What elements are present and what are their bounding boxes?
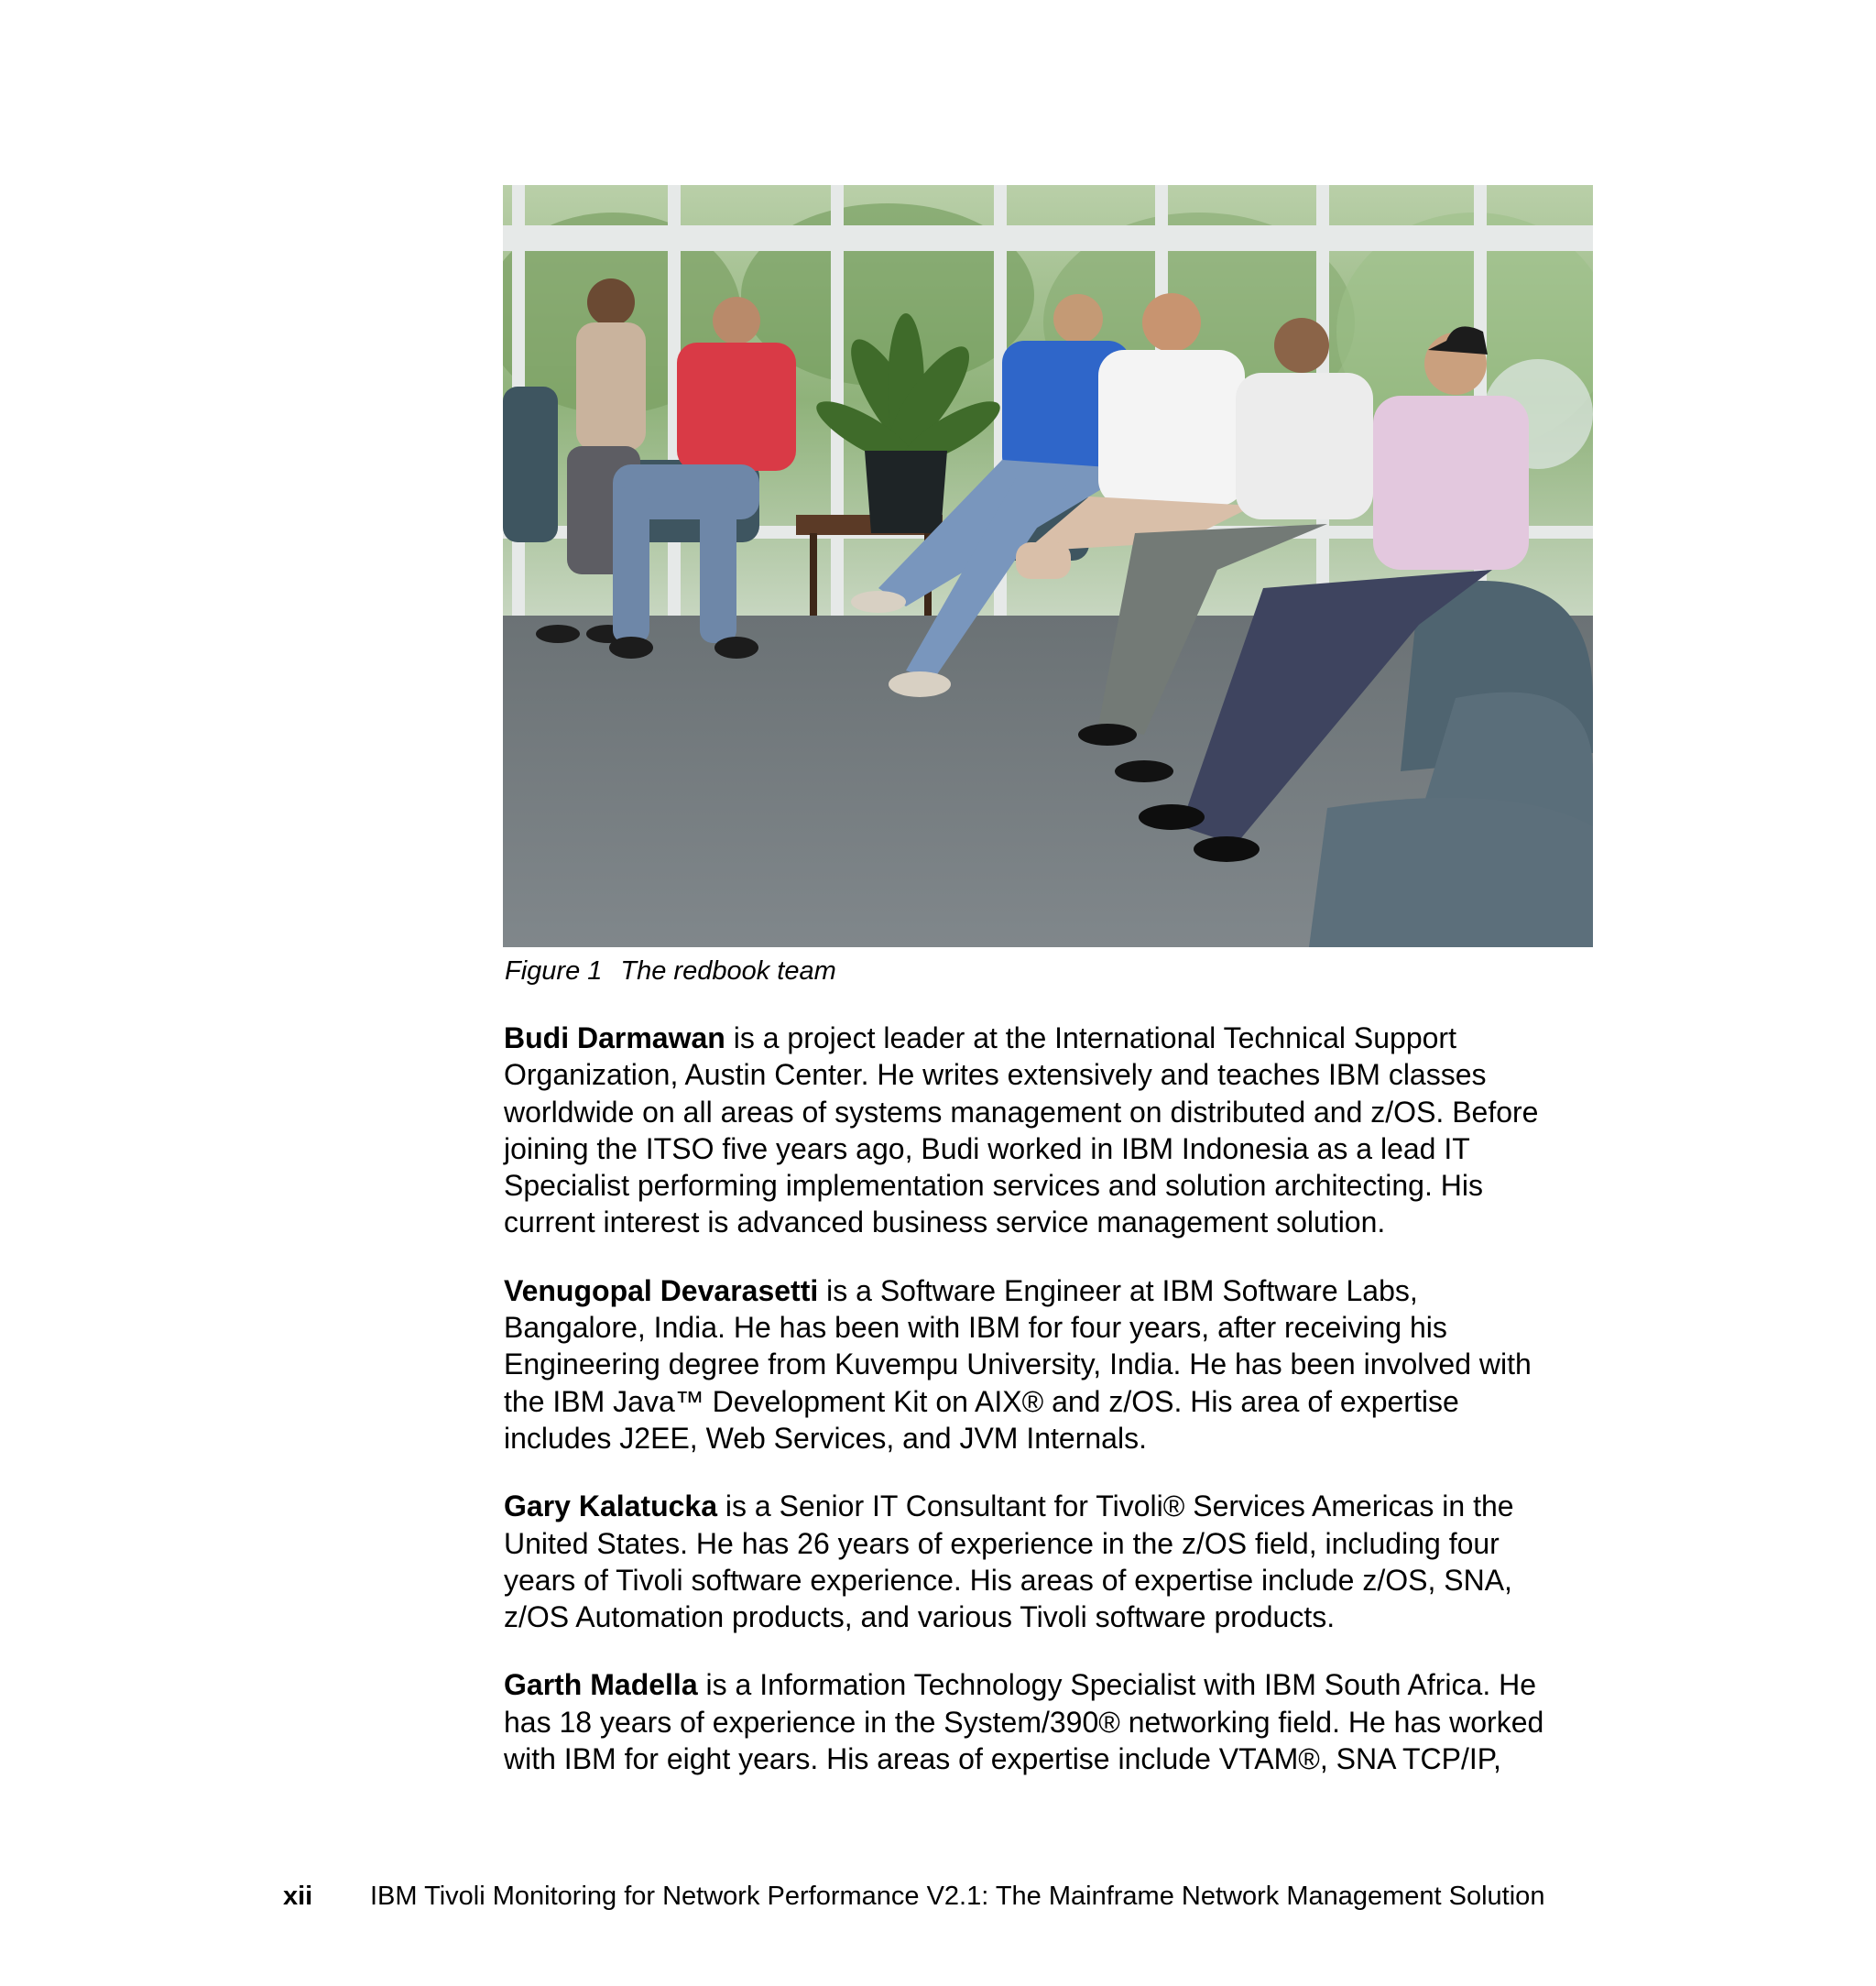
bio-line: with IBM for eight years. His areas of expertise include VTAM®, SNA TCP/IP,	[504, 1742, 1501, 1776]
bio-line: Organization, Austin Center. He writes extensively and teaches IBM classes	[504, 1058, 1487, 1092]
figure-label: Figure 1	[505, 956, 603, 986]
bio-line: Garth Madella is a Information Technology Specialist with IBM South Africa. He	[504, 1668, 1537, 1702]
team-photo-drawing	[503, 185, 1593, 947]
team-photo	[503, 185, 1593, 947]
bio-line: includes J2EE, Web Services, and JVM Internals.	[504, 1421, 1147, 1455]
bio-paragraph	[504, 1020, 1594, 1241]
bio-line: years of Tivoli software experience. His areas of expertise include z/OS, SNA,	[504, 1563, 1512, 1597]
bio-paragraph	[504, 1488, 1594, 1635]
page-footer	[283, 1878, 1544, 1915]
author-name: Garth Madella	[504, 1668, 698, 1702]
bio-line: joining the ITSO five years ago, Budi worked in IBM Indonesia as a lead IT	[504, 1131, 1470, 1165]
bio-line: has 18 years of experience in the System/390® networking field. He has worked	[504, 1705, 1544, 1739]
bio-line: the IBM Java™ Development Kit on AIX® and z/OS. His area of expertise	[504, 1384, 1459, 1418]
figure-caption	[505, 953, 836, 989]
bio-line: z/OS Automation products, and various Tivoli software products.	[504, 1600, 1336, 1634]
bio-line: worldwide on all areas of systems management on distributed and z/OS. Before	[504, 1095, 1539, 1129]
bio-paragraph	[504, 1272, 1594, 1457]
bio-line: Venugopal Devarasetti is a Software Engineer at IBM Software Labs,	[504, 1273, 1418, 1307]
author-name: Budi Darmawan	[504, 1021, 725, 1054]
author-bios	[504, 1020, 1594, 1808]
bio-line: Specialist performing implementation services and solution architecting. His	[504, 1169, 1483, 1203]
bio-line: Budi Darmawan is a project leader at the International Technical Support	[504, 1021, 1456, 1054]
bio-line: Bangalore, India. He has been with IBM for four years, after receiving his	[504, 1311, 1447, 1345]
author-name: Gary Kalatucka	[504, 1490, 718, 1523]
bio-paragraph	[504, 1666, 1594, 1777]
book-title: IBM Tivoli Monitoring for Network Performance V2.1: The Mainframe Network Management Solution	[370, 1882, 1545, 1911]
page-number: xii	[283, 1882, 313, 1911]
bio-line: United States. He has 26 years of experience in the z/OS field, including four	[504, 1526, 1500, 1560]
figure-title: The redbook team	[620, 956, 836, 986]
author-name: Venugopal Devarasetti	[504, 1273, 819, 1307]
bio-line: Engineering degree from Kuvempu University, India. He has been involved with	[504, 1348, 1532, 1381]
bio-line: Gary Kalatucka is a Senior IT Consultant for Tivoli® Services Americas in the	[504, 1490, 1514, 1523]
bio-line: current interest is advanced business service management solution.	[504, 1206, 1386, 1239]
